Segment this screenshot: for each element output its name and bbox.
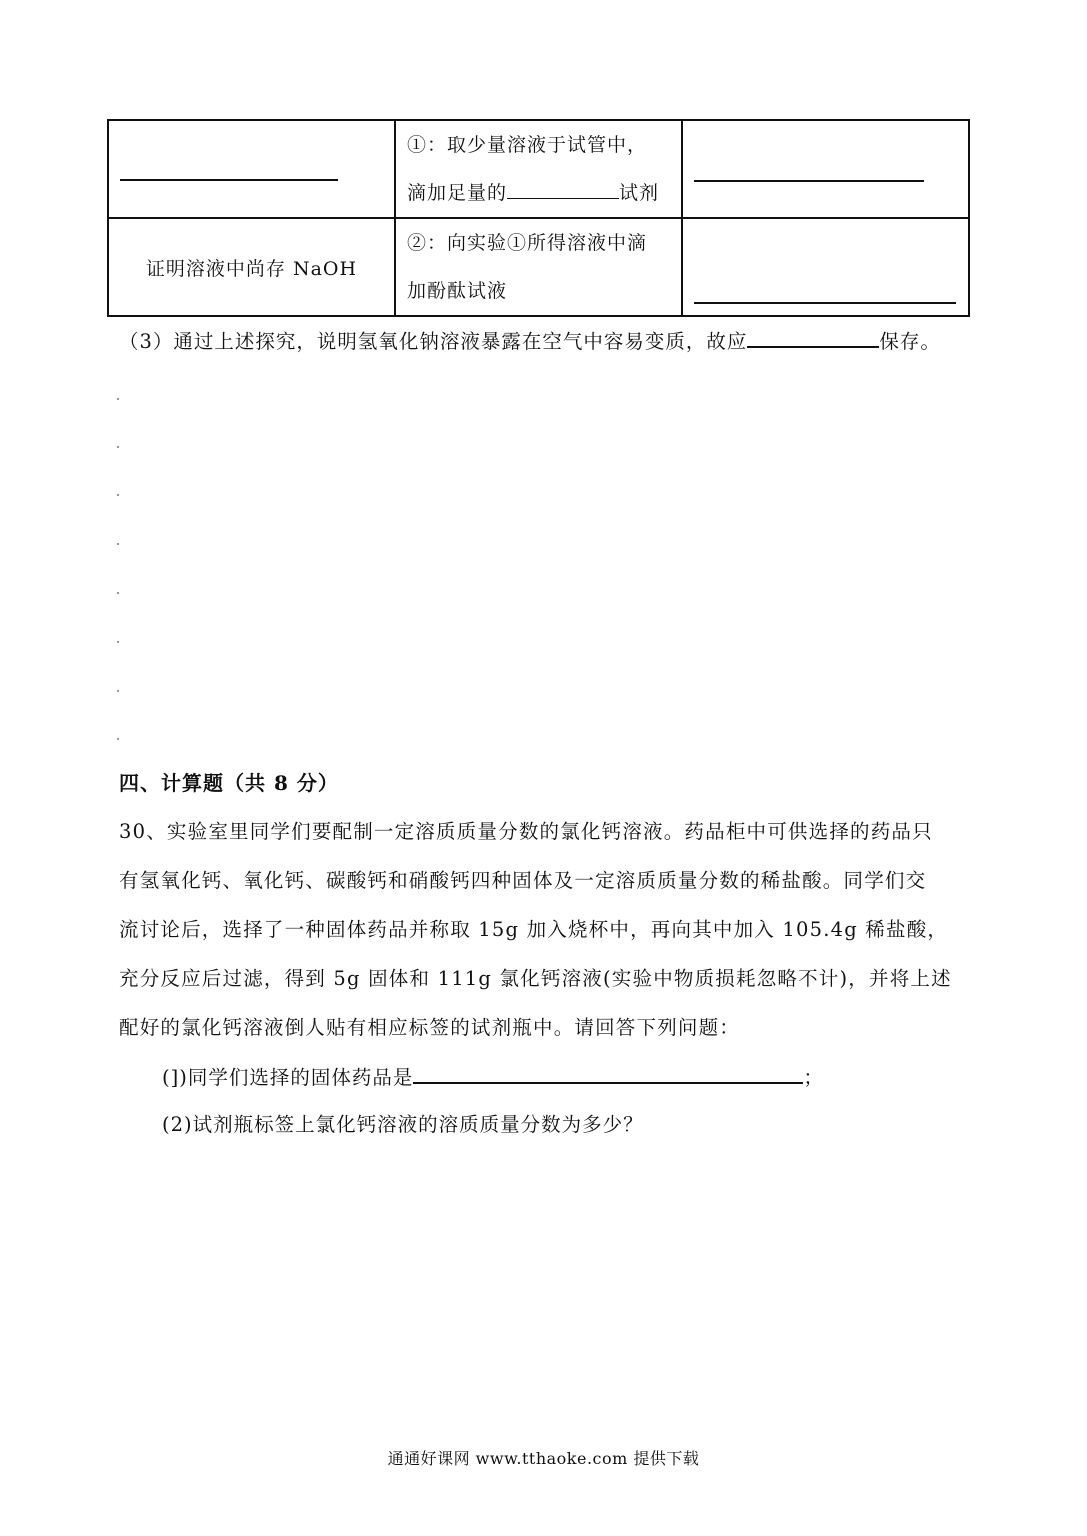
reagent-blank[interactable]: [507, 180, 619, 199]
margin-dot: [117, 446, 119, 448]
margin-dot: [117, 738, 119, 740]
question-3-text: （3）通过上述探究，说明氢氧化钠溶液暴露在空气中容易变质，故应: [119, 330, 748, 353]
margin-dot: [117, 641, 119, 643]
experiment-table: [107, 119, 970, 317]
sub-question-1-text: (])同学们选择的固体药品是: [162, 1066, 414, 1089]
margin-dot: [117, 494, 119, 496]
table-row: [108, 218, 969, 316]
step-cell: [395, 218, 682, 316]
solid-reagent-blank[interactable]: [413, 1060, 803, 1084]
step-text-line: ①：取少量溶液于试管中，: [407, 134, 648, 156]
sub-question-2: (2)试剂瓶标签上氯化钙溶液的溶质质量分数为多少？: [162, 1113, 644, 1136]
question-30-line: 充分反应后过滤，得到 5g 固体和 111g 氯化钙溶液(实验中物质损耗忽略不计)，并将上述: [119, 967, 952, 990]
sub-question-1-suffix: ；: [803, 1066, 824, 1089]
section-title: 四、计算题（共 8 分）: [119, 771, 339, 795]
step-text-suffix: 试剂: [619, 182, 660, 204]
purpose-text: 证明溶液中尚存 NaOH: [145, 257, 358, 280]
sub-question-1: [162, 1060, 824, 1090]
answer-blank-line[interactable]: [694, 302, 956, 304]
table-row: [108, 120, 969, 218]
margin-dot: [117, 543, 119, 545]
step-text-line: [407, 169, 681, 217]
storage-blank[interactable]: [747, 326, 879, 348]
question-30-line: 有氢氧化钙、氧化钙、碳酸钙和硝酸钙四种固体及一定溶质质量分数的稀盐酸。同学们交: [119, 869, 927, 892]
answer-blank-line[interactable]: [120, 179, 338, 181]
question-30-line: 流讨论后，选择了一种固体药品并称取 15g 加入烧杯中，再向其中加入 105.4g 稀盐酸，: [119, 918, 949, 941]
purpose-cell: [108, 218, 395, 316]
question-30-line: 配好的氯化钙溶液倒人贴有相应标签的试剂瓶中。请回答下列问题：: [119, 1016, 741, 1039]
phenomenon-cell: [682, 218, 969, 316]
margin-dot: [117, 592, 119, 594]
phenomenon-cell: [682, 120, 969, 218]
step-cell: [395, 120, 682, 218]
question-3-suffix: 保存。: [879, 330, 941, 353]
margin-dot: [117, 398, 119, 400]
purpose-cell: [108, 120, 395, 218]
answer-blank-line[interactable]: [694, 180, 924, 182]
footer-text: 通通好课网 www.tthaoke.com 提供下载: [387, 1449, 700, 1468]
question-30-line: 30、实验室里同学们要配制一定溶质质量分数的氯化钙溶液。药品柜中可供选择的药品只: [119, 820, 933, 843]
margin-dot: [117, 690, 119, 692]
step-text-line: 加酚酞试液: [407, 280, 508, 302]
step-text-line: ②：向实验①所得溶液中滴: [407, 232, 648, 254]
question-3: [119, 326, 941, 354]
step-text-prefix: 滴加足量的: [407, 182, 508, 204]
